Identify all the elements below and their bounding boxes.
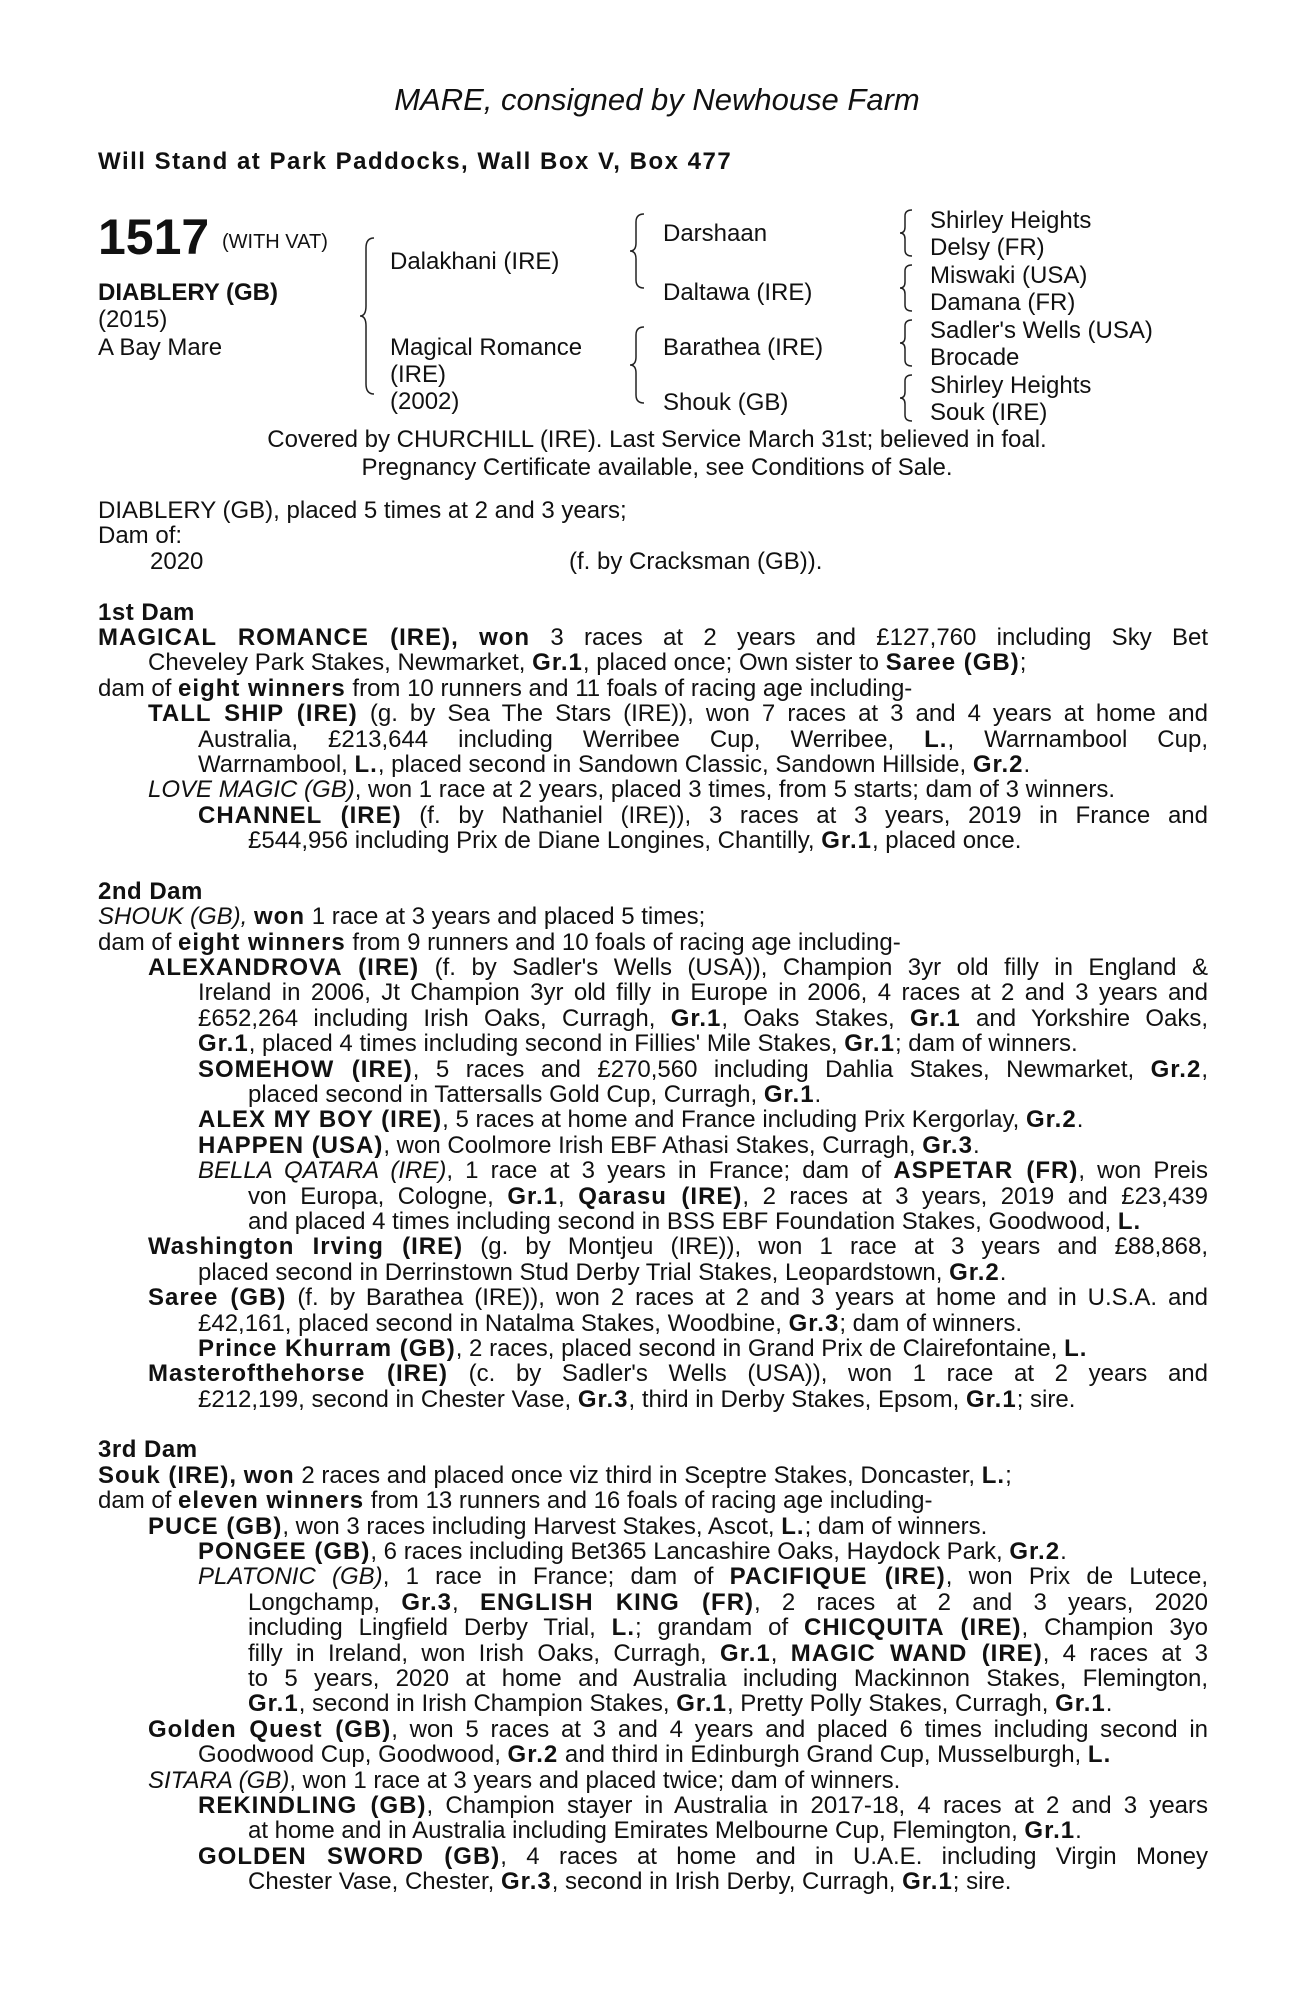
second-dam-line: and placed 4 times including second in BSS EBF Foundation Stakes, Goodwood, L. [248,1207,1142,1235]
second-dam-line: HAPPEN (USA), won Coolmore Irish EBF Athasi Stakes, Curragh, Gr.3. [198,1131,980,1159]
pedigree-sire-sire: Darshaan [663,220,768,247]
pedigree-dam-country: (IRE) [390,361,446,388]
pedigree-dam-year: (2002) [390,388,460,415]
third-dam-line: REKINDLING (GB), Champion stayer in Australia in 2017-18, 4 races at 2 and 3 years [198,1792,1208,1819]
pedigree-sire: Dalakhani (IRE) [390,248,560,275]
horse-name: DIABLERY (GB) [98,279,278,306]
first-dam-line: Australia, £213,644 including Werribee Cup, Werribee, L., Warrnambool Cup, [198,726,1208,752]
produce-year: 2020 [150,547,204,575]
second-dam-line: Masterofthehorse (IRE) (c. by Sadler's Wells (USA)), won 1 race at 2 years and [148,1361,1208,1387]
third-dam-line: at home and in Australia including Emirates Melbourne Cup, Flemington, Gr.1. [248,1817,1082,1845]
third-dam-line: including Lingfield Derby Trial, L.; grandam of CHICQUITA (IRE), Champion 3yo [248,1615,1208,1641]
second-dam-line: Washington Irving (IRE) (g. by Montjeu (IRE)), won 1 race at 3 years and £88,868, [148,1234,1208,1260]
horse-description: A Bay Mare [98,334,223,361]
third-dam-heading: 3rd Dam [98,1436,198,1464]
pedigree-brace-5 [900,263,916,313]
catalogue-body [98,498,1208,1894]
vat-label: (WITH VAT) [222,231,328,253]
first-dam-line: Cheveley Park Stakes, Newmarket, Gr.1, placed once; Own sister to Saree (GB); [148,649,1027,677]
produce-detail: (f. by Cracksman (GB)). [569,547,823,575]
second-dam-line: placed second in Tattersalls Gold Cup, Curragh, Gr.1. [248,1080,822,1108]
second-dam-line: ALEX MY BOY (IRE), 5 races at home and France including Prix Kergorlay, Gr.2. [198,1106,1084,1134]
second-dam-line: Gr.1, placed 4 times including second in Fillies' Mile Stakes, Gr.1; dam of winners. [198,1030,1078,1058]
third-dam-line: Longchamp, Gr.3, ENGLISH KING (FR), 2 races at 2 and 3 years, 2020 [248,1589,1208,1616]
third-dam-line: GOLDEN SWORD (GB), 4 races at home and in U.A.E. including Virgin Money [198,1843,1208,1870]
second-dam-line: placed second in Derrinstown Stud Derby Trial Stakes, Leopardstown, Gr.2. [198,1258,1007,1286]
second-dam-line: Saree (GB) (f. by Barathea (IRE)), won 2 races at 2 and 3 years at home and in U.S.A. and [148,1285,1208,1311]
second-dam-line: SHOUK (GB), won 1 race at 3 years and placed 5 times; [98,903,706,931]
produce-row [98,549,1208,574]
second-dam-line: von Europa, Cologne, Gr.1, Qarasu (IRE), 2 races at 3 years, 2019 and £23,439 [248,1183,1208,1209]
first-dam-line: TALL SHIP (IRE) (g. by Sea The Stars (IRE)), won 7 races at 3 and 4 years at home and [148,701,1208,727]
first-dam-heading: 1st Dam [98,598,195,626]
third-dam-line: Golden Quest (GB), won 5 races at 3 and 4 years and placed 6 times including second in [148,1716,1208,1743]
pedigree-sire-dam: Daltawa (IRE) [663,279,813,306]
first-dam-line: CHANNEL (IRE) (f. by Nathaniel (IRE)), 3 races at 3 years, 2019 in France and [198,802,1208,829]
second-dam-line: dam of eight winners from 9 runners and 10 foals of racing age including- [98,928,901,956]
pedigree-sss: Shirley Heights [930,207,1092,234]
pedigree-dsd: Brocade [930,344,1020,371]
third-dam-line: Chester Vase, Chester, Gr.3, second in Irish Derby, Curragh, Gr.1; sire. [248,1868,1012,1896]
pedigree-dam-dam: Shouk (GB) [663,389,789,416]
second-dam-line: BELLA QATARA (IRE), 1 race at 3 years in France; dam of ASPETAR (FR), won Preis [198,1158,1208,1184]
third-dam-line: Souk (IRE), won 2 races and placed once viz third in Sceptre Stakes, Doncaster, L.; [98,1461,1012,1489]
third-dam-line: dam of eleven winners from 13 runners and 16 foals of racing age including- [98,1487,933,1515]
first-dam-line: Warrnambool, L., placed second in Sandown Classic, Sandown Hillside, Gr.2. [198,750,1031,778]
second-dam-line: Prince Khurram (GB), 2 races, placed second in Grand Prix de Clairefontaine, L. [198,1334,1088,1362]
pedigree-dss: Sadler's Wells (USA) [930,317,1153,344]
third-dam-line: PUCE (GB), won 3 races including Harvest Stakes, Ascot, L.; dam of winners. [148,1512,988,1540]
second-dam-heading: 2nd Dam [98,877,203,905]
pedigree-sdd: Damana (FR) [930,289,1076,316]
first-dam-line: £544,956 including Prix de Diane Longines, Chantilly, Gr.1, placed once. [248,827,1022,855]
pedigree-sds: Miswaki (USA) [930,262,1088,289]
pedigree-brace-3 [630,325,648,405]
third-dam-line: PONGEE (GB), 6 races including Bet365 Lancashire Oaks, Haydock Park, Gr.2. [198,1538,1067,1566]
pedigree-brace-6 [900,318,916,368]
third-dam-line: Gr.1, second in Irish Champion Stakes, Gr.1, Pretty Polly Stakes, Curragh, Gr.1. [248,1690,1113,1718]
pedigree-brace-7 [900,373,916,423]
first-dam-line: LOVE MAGIC (GB), won 1 race at 2 years, placed 3 times, from 5 starts; dam of 3 winners. [148,776,1116,804]
third-dam-line: Goodwood Cup, Goodwood, Gr.2 and third in Edinburgh Grand Cup, Musselburgh, L. [198,1741,1112,1769]
intro-line-2: Dam of: [98,522,183,550]
intro-line-1: DIABLERY (GB), placed 5 times at 2 and 3 years; [98,497,627,524]
covering-line-1: Covered by CHURCHILL (IRE). Last Service March 31st; believed in foal. [267,426,1047,453]
second-dam-line: £652,264 including Irish Oaks, Curragh, Gr.1, Oaks Stakes, Gr.1 and Yorkshire Oaks, [198,1005,1208,1032]
foaling-year: (2015) [98,306,168,333]
pedigree-brace-1 [360,236,380,396]
first-dam-line: MAGICAL ROMANCE (IRE), won 3 races at 2 years and £127,760 including Sky Bet [98,624,1208,651]
first-dam-line: dam of eight winners from 10 runners and 11 foals of racing age including- [98,674,913,702]
lot-number: 1517 [98,209,210,265]
third-dam-line: SITARA (GB), won 1 race at 3 years and placed twice; dam of winners. [148,1766,901,1794]
pedigree-brace-2 [630,212,648,290]
third-dam-line: filly in Ireland, won Irish Oaks, Curragh, Gr.1, MAGIC WAND (IRE), 4 races at 3 [248,1640,1208,1666]
second-dam-line: ALEXANDROVA (IRE) (f. by Sadler's Wells (USA)), Champion 3yr old filly in England & [148,955,1208,981]
pedigree-dam: Magical Romance [390,334,583,361]
pedigree-brace-4 [900,208,916,258]
second-dam-line: £212,199, second in Chester Vase, Gr.3, third in Derby Stakes, Epsom, Gr.1; sire. [198,1385,1076,1413]
third-dam-line: PLATONIC (GB), 1 race in France; dam of PACIFIQUE (IRE), won Prix de Lutece, [198,1564,1208,1590]
page-title: MARE, consigned by Newhouse Farm [394,82,920,117]
pedigree-ddd: Souk (IRE) [930,399,1048,426]
pedigree-dds: Shirley Heights [930,372,1092,399]
second-dam-line: Ireland in 2006, Jt Champion 3yr old filly in Europe in 2006, 4 races at 2 and 3 years and [198,980,1208,1006]
covering-details [0,426,1314,482]
pedigree-ssd: Delsy (FR) [930,234,1045,261]
pedigree-dam-sire: Barathea (IRE) [663,334,824,361]
second-dam-line: £42,161, placed second in Natalma Stakes, Woodbine, Gr.3; dam of winners. [198,1309,1023,1337]
second-dam-line: SOMEHOW (IRE), 5 races and £270,560 including Dahlia Stakes, Newmarket, Gr.2, [198,1056,1208,1082]
third-dam-line: to 5 years, 2020 at home and Australia including Mackinnon Stakes, Flemington, [248,1665,1208,1692]
stand-location: Will Stand at Park Paddocks, Wall Box V, Box 477 [98,148,733,175]
covering-line-2: Pregnancy Certificate available, see Conditions of Sale. [361,454,953,481]
